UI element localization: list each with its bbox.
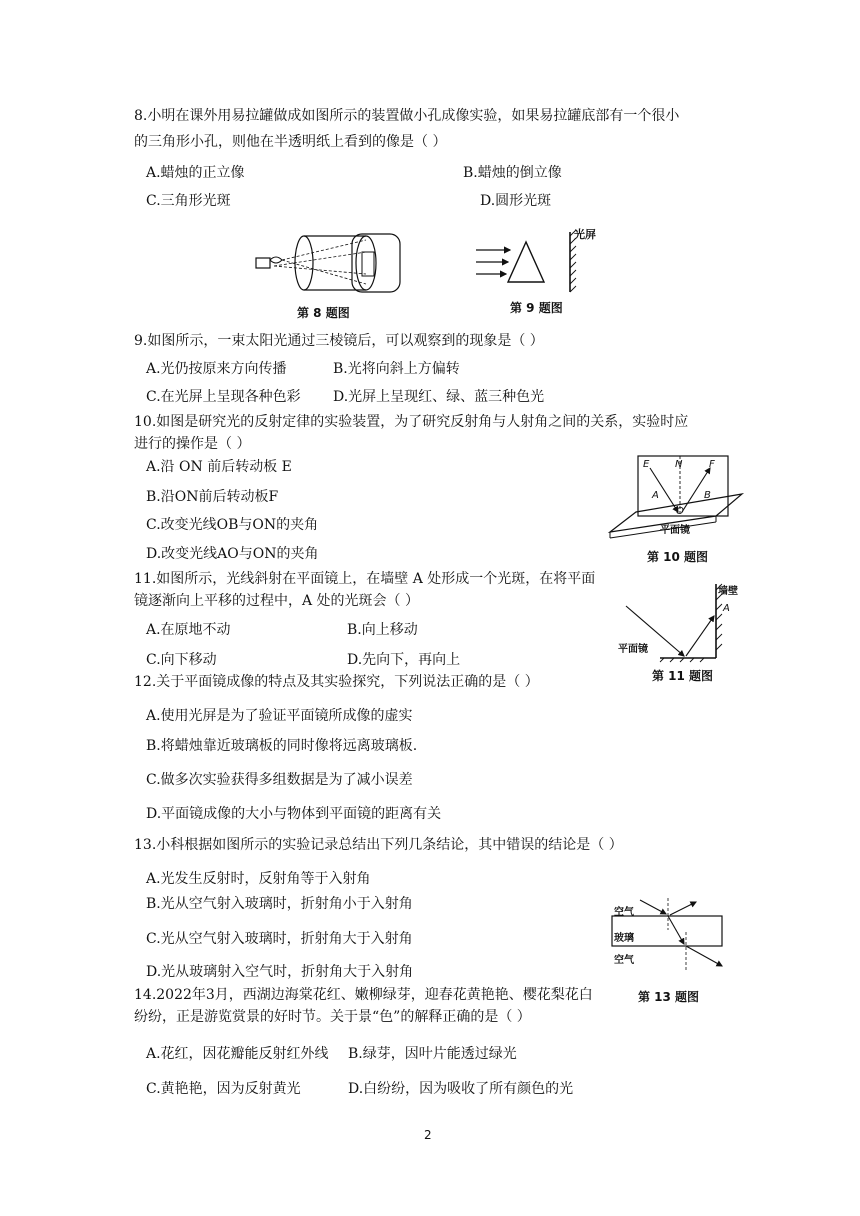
- figure-13-caption: 第 13 题图: [638, 990, 700, 1004]
- figure-11-wall-label: 墙壁: [718, 586, 738, 597]
- q9-option-c: C.在光屏上呈现各种色彩: [146, 389, 301, 405]
- figure-8-caption: 第 8 题图: [297, 306, 350, 320]
- q11-option-a: A.在原地不动: [146, 622, 231, 638]
- figure-10-label-n: N: [675, 459, 683, 470]
- q8-option-a: A.蜡烛的正立像: [146, 165, 245, 181]
- q9-option-b: B.光将向斜上方偏转: [333, 361, 460, 377]
- q12-option-c: C.做多次实验获得多组数据是为了减小误差: [146, 772, 413, 788]
- q10-option-c: C.改变光线OB与ON的夹角: [146, 517, 319, 533]
- q12-option-a: A.使用光屏是为了验证平面镜所成像的虚实: [146, 708, 413, 724]
- q11-option-b: B.向上移动: [347, 622, 418, 638]
- q9-stem: 9.如图所示，一束太阳光通过三棱镜后，可以观察到的现象是（ ）: [134, 333, 544, 349]
- q10-stem-line1: 10.如图是研究光的反射定律的实验装置，为了研究反射角与人射角之间的关系，实验时应: [134, 414, 689, 430]
- figure-10-label-a: A: [652, 490, 659, 501]
- q12-option-d: D.平面镜成像的大小与物体到平面镜的距离有关: [146, 806, 442, 822]
- q8-option-b: B.蜡烛的倒立像: [463, 165, 562, 181]
- q11-stem-line1: 11.如图所示，光线斜射在平面镜上，在墙壁 A 处形成一个光斑，在将平面: [134, 571, 596, 587]
- q11-option-c: C.向下移动: [146, 652, 217, 668]
- q12-stem: 12.关于平面镜成像的特点及其实验探究，下列说法正确的是（ ）: [134, 674, 539, 690]
- figure-11-mirror-label: 平面镜: [618, 644, 648, 655]
- q10-stem-line2: 进行的操作是（ ）: [134, 436, 251, 452]
- q13-option-b: B.光从空气射入玻璃时，折射角小于入射角: [146, 896, 413, 912]
- figure-10-label-o: O: [676, 506, 684, 517]
- page-number: 2: [424, 1128, 432, 1142]
- q8-stem-line2: 的三角形小孔，则他在半透明纸上看到的像是（ ）: [134, 134, 447, 150]
- q14-stem-line1: 14.2022年3月，西湖边海棠花红、嫩柳绿芽，迎春花黄艳艳、樱花梨花白: [134, 987, 593, 1003]
- q11-stem-line2: 镜逐渐向上平移的过程中，A 处的光斑会（ ）: [134, 593, 420, 609]
- figure-13-air-top-label: 空气: [614, 907, 634, 918]
- figure-13-air-bottom-label: 空气: [614, 955, 634, 966]
- q8-option-c: C.三角形光斑: [146, 193, 231, 209]
- q8-option-d: D.圆形光斑: [480, 193, 552, 209]
- q13-option-c: C.光从空气射入玻璃时，折射角大于入射角: [146, 931, 413, 947]
- q14-stem-line2: 纷纷，正是游览赏景的好时节。关于景“色”的解释正确的是（ ）: [134, 1009, 531, 1025]
- q10-option-d: D.改变光线AO与ON的夹角: [146, 546, 319, 562]
- q9-option-a: A.光仍按原来方向传播: [146, 361, 287, 377]
- figure-10-label-b: B: [704, 490, 711, 501]
- q13-stem: 13.小科根据如图所示的实验记录总结出下列几条结论，其中错误的结论是（ ）: [134, 837, 623, 853]
- figure-9-caption: 第 9 题图: [510, 301, 563, 315]
- q9-option-d: D.光屏上呈现红、绿、蓝三种色光: [333, 389, 545, 405]
- q8-stem-line1: 8.小明在课外用易拉罐做成如图所示的装置做小孔成像实验，如果易拉罐底部有一个很小: [134, 108, 680, 124]
- figure-10-label-f: F: [709, 459, 715, 470]
- q11-option-d: D.先向下，再向上: [347, 652, 461, 668]
- q14-option-a: A.花红，因花瓣能反射红外线: [146, 1046, 329, 1062]
- figure-10-mirror-label: 平面镜: [660, 525, 690, 536]
- figure-9-screen-label: 光屏: [574, 228, 596, 241]
- q13-option-a: A.光发生反射时，反射角等于入射角: [146, 871, 371, 887]
- q13-option-d: D.光从玻璃射入空气时，折射角大于入射角: [146, 964, 414, 980]
- q14-option-b: B.绿芽，因叶片能透过绿光: [348, 1046, 517, 1062]
- figure-10-caption: 第 10 题图: [647, 550, 709, 564]
- q14-option-d: D.白纷纷，因为吸收了所有颜色的光: [348, 1081, 574, 1097]
- figure-8-pinhole-can: [254, 226, 404, 296]
- q10-option-b: B.沿ON前后转动板F: [146, 489, 279, 505]
- figure-13-glass-label: 玻璃: [614, 933, 634, 944]
- figure-11-caption: 第 11 题图: [652, 669, 714, 683]
- q10-option-a: A.沿 ON 前后转动板 E: [146, 459, 292, 475]
- figure-10-label-e: E: [643, 459, 650, 470]
- q12-option-b: B.将蜡烛靠近玻璃板的同时像将远离玻璃板.: [146, 738, 418, 754]
- q14-option-c: C.黄艳艳，因为反射黄光: [146, 1081, 301, 1097]
- figure-11-label-a: A: [723, 603, 730, 614]
